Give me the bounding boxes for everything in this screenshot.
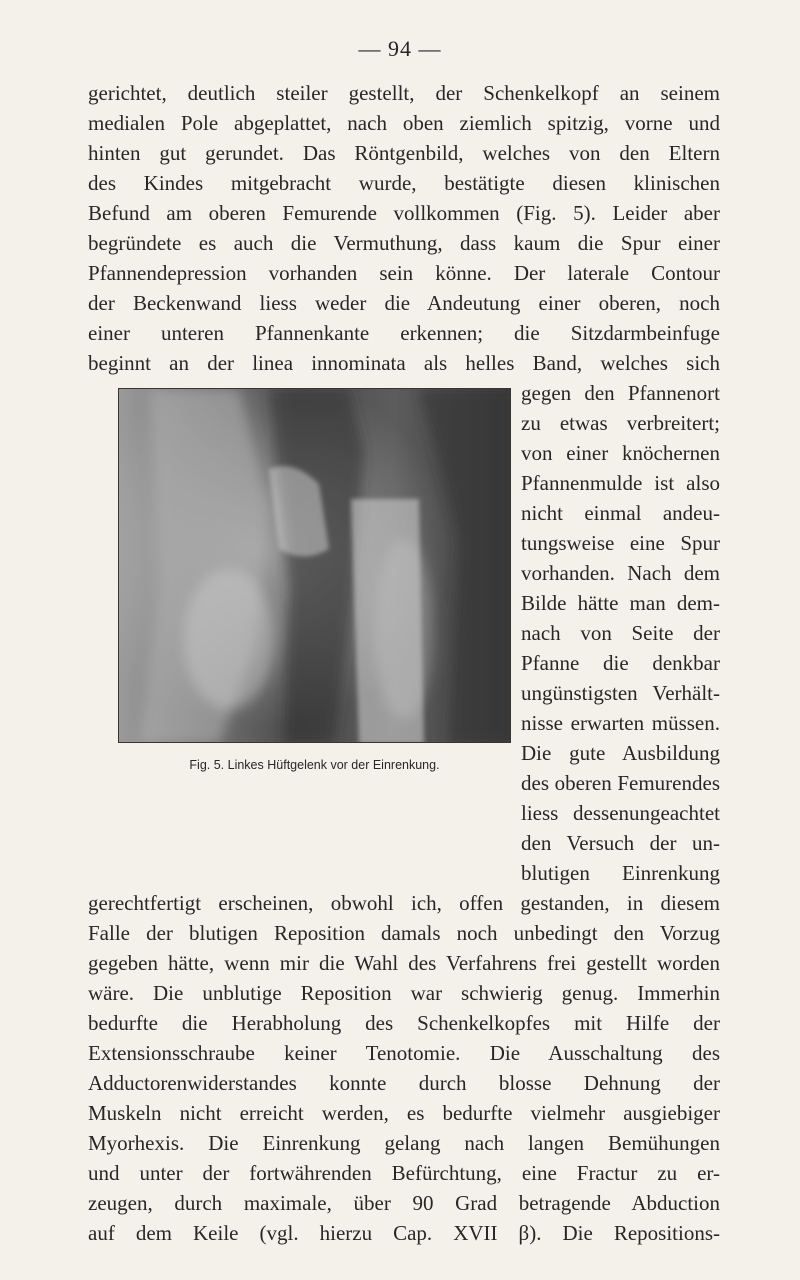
text-line: einer unteren Pfannenkante erkennen; die Sitzdarmbeinfuge <box>88 321 720 345</box>
text-line: blutigen Einrenkung <box>521 861 720 885</box>
text-line: Bilde hätte man dem- <box>521 591 720 615</box>
text-line: Die gute Ausbildung <box>521 741 720 765</box>
xray-figure <box>118 388 511 743</box>
text-line: des Kindes mitgebracht wurde, bestätigte diesen klinischen <box>88 171 720 195</box>
text-line: bedurfte die Herabholung des Schenkelkopfes mit Hilfe der <box>88 1011 720 1035</box>
text-line: vorhanden. Nach dem <box>521 561 720 585</box>
text-line: und unter der fortwährenden Befürchtung, eine Fractur zu er- <box>88 1161 720 1185</box>
text-line: Befund am oberen Femurende vollkommen (Fig. 5). Leider aber <box>88 201 720 225</box>
text-line: wäre. Die unblutige Reposition war schwierig genug. Immerhin <box>88 981 720 1005</box>
text-line: nisse erwarten müssen. <box>521 711 720 735</box>
text-line: Falle der blutigen Reposition damals noch unbedingt den Vorzug <box>88 921 720 945</box>
text-line: Adductorenwiderstandes konnte durch blosse Dehnung der <box>88 1071 720 1095</box>
text-line: begründete es auch die Vermuthung, dass kaum die Spur einer <box>88 231 720 255</box>
text-line: Myorhexis. Die Einrenkung gelang nach langen Bemühungen <box>88 1131 720 1155</box>
text-line: der Beckenwand liess weder die Andeutung einer oberen, noch <box>88 291 720 315</box>
text-line: den Versuch der un- <box>521 831 720 855</box>
text-line: des oberen Femurendes <box>521 771 720 795</box>
text-line: zu etwas verbreitert; <box>521 411 720 435</box>
text-line: liess dessenungeachtet <box>521 801 720 825</box>
text-line: gerichtet, deutlich steiler gestellt, der Schenkelkopf an seinem <box>88 81 720 105</box>
text-line: zeugen, durch maximale, über 90 Grad betragende Abduction <box>88 1191 720 1215</box>
text-line: gegen den Pfannenort <box>521 381 720 405</box>
text-line: gerechtfertigt erscheinen, obwohl ich, offen gestanden, in diesem <box>88 891 720 915</box>
figure-caption: Fig. 5. Linkes Hüftgelenk vor der Einrenkung. <box>189 758 440 772</box>
text-line: hinten gut gerundet. Das Röntgenbild, welches von den Eltern <box>88 141 720 165</box>
text-line: Muskeln nicht erreicht werden, es bedurfte vielmehr ausgiebiger <box>88 1101 720 1125</box>
text-line: tungsweise eine Spur <box>521 531 720 555</box>
text-line: beginnt an der linea innominata als helles Band, welches sich <box>88 351 720 375</box>
text-line: ungünstigsten Verhält- <box>521 681 720 705</box>
text-line: Pfannendepression vorhanden sein könne. Der laterale Contour <box>88 261 720 285</box>
page-number: — 94 — <box>358 36 442 61</box>
text-line: gegeben hätte, wenn mir die Wahl des Verfahrens frei gestellt worden <box>88 951 720 975</box>
text-line: nicht einmal andeu- <box>521 501 720 525</box>
text-line: Pfannenmulde ist also <box>521 471 720 495</box>
text-line: Pfanne die denkbar <box>521 651 720 675</box>
text-line: Extensionsschraube keiner Tenotomie. Die Ausschaltung des <box>88 1041 720 1065</box>
text-line: medialen Pole abgeplattet, nach oben ziemlich spitzig, vorne und <box>88 111 720 135</box>
text-line: von einer knöchernen <box>521 441 720 465</box>
text-line: auf dem Keile (vgl. hierzu Cap. XVII β). Die Repositions- <box>88 1221 720 1245</box>
text-line: nach von Seite der <box>521 621 720 645</box>
xray-image <box>119 389 511 743</box>
